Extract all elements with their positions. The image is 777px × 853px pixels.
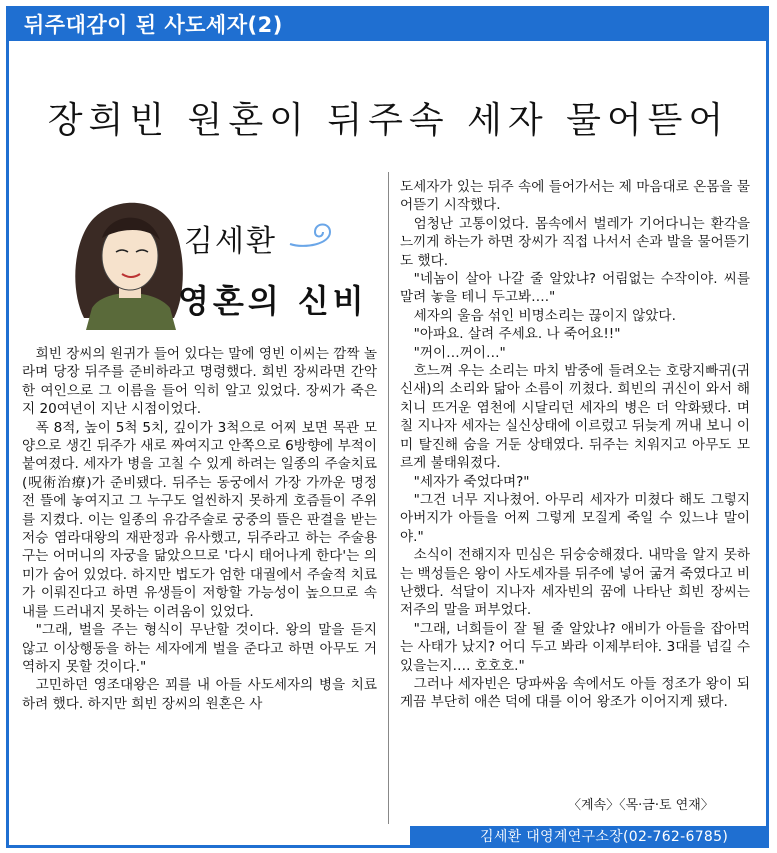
body-paragraph: "그건 너무 지나쳤어. 아무리 세자가 미쳤다 해도 그렇지 아버지가 아들을 어찌 그렇게 모질게 죽일 수 있느냐 말이야." <box>400 491 750 545</box>
body-paragraph: 희빈 장씨의 원귀가 들어 있다는 말에 영빈 이씨는 깜짝 놀라며 당장 뒤주를 준비하라고 명령했다. 희빈 장씨라면 간악한 여인으로 그 이름을 들어 익히 알고 있었다. 장씨가 죽은 지 20여년이 지난 시점이었다. <box>22 346 377 418</box>
body-paragraph: "네놈이 살아 나갈 줄 알았냐? 어림없는 수작이야. 씨를 말려 놓을 테니 두고봐…." <box>400 271 750 306</box>
body-paragraph: 소식이 전해지자 민심은 뒤숭숭해졌다. 내막을 알지 못하는 백성들은 왕이 사도세자를 뒤주에 넣어 굶겨 죽였다고 비난했다. 석달이 지나자 세자빈의 꿈에 나타난 희빈 장씨는 저주의 말을 퍼부었다. <box>400 547 750 619</box>
headline: 장희빈 원혼이 뒤주속 세자 물어뜯어 <box>47 100 730 141</box>
body-paragraph: 폭 8적, 높이 5척 5치, 깊이가 3척으로 어찌 보면 목관 모양으로 생긴 뒤주가 새로 짜여지고 안쪽으로 6방향에 부적이 붙여졌다. 세자가 병을 고칠 수 있게 하려는 일종의 주술치료(呪術治療)가 준비됐다. 뒤주는 동궁에서 가장 가까운 명정전 뜰에 놓여지고 그 누구도 얼씬하지 못하게 호즘들이 주위를 지켰다. 이는 일종의 유감주술로 궁중의 뜰은 판결을 받는 저승 염라대왕의 재판정과 유사했고, 뒤주라고 하는 주술용구는 어머니의 자궁을 닮았으므로 '다시 태어나게 한다'는 의미가 숨어 있었다. 하지만 법도가 엄한 대궐에서 주술적 치료가 이뤄진다고 하면 유생들이 저항할 가능성이 높으므로 속내를 드러내지 못하는 이려움이 있었다. <box>22 419 377 620</box>
body-paragraph: 엄청난 고통이었다. 몸속에서 벌레가 기어다니는 환각을 느끼게 하는가 하면 장씨가 직접 나서서 손과 발을 물어뜯기도 했다. <box>400 215 750 269</box>
continued-note: 〈계속〉〈목·금·토 연재〉 <box>568 798 714 813</box>
body-paragraph: "그래, 벌을 주는 형식이 무난할 것이다. 왕의 말을 듣지 않고 이상행동을 하는 세자에게 벌을 준다고 하면 아무도 거역하지 못할 것이다." <box>22 622 377 675</box>
column-name: 영혼의 신비 <box>178 282 368 320</box>
author-credit: 김세환 대영계연구소장(02-762-6785) <box>480 829 729 845</box>
decorative-swirl <box>285 214 345 254</box>
body-paragraph: 흐느껴 우는 소리는 마치 밤중에 들려오는 호랑지빠귀(귀신새)의 소리와 닮아 소름이 끼쳤다. 희빈의 귀신이 와서 해치니 뜨거운 염천에 시달리던 세자의 병은 더 악화됐다. 며칠 지나자 세자는 실신상태에 이르렀고 뒤늦게 꺼내 보니 이미 탈진해 숨을 거둔 상태였다. 뒤주는 치워지고 아무도 모르게 불태워졌다. <box>400 363 750 472</box>
body-paragraph: "아파요. 살려 주세요. 나 죽어요!!" <box>413 326 621 343</box>
body-paragraph: "꺼이…꺼이…" <box>413 344 506 361</box>
series-title: 뒤주대감이 된 사도세자(2) <box>24 13 283 37</box>
column-divider <box>388 172 389 824</box>
body-paragraph: 고민하던 영조대왕은 꾀를 내 아들 사도세자의 병을 치료하려 했다. 하지만 희빈 장씨의 원혼은 사 <box>22 677 377 712</box>
author-name: 김세환 <box>184 224 277 259</box>
body-paragraph: "세자가 죽었다며?" <box>413 473 530 490</box>
body-right-column <box>400 178 750 712</box>
body-paragraph: 그러나 세자빈은 당파싸움 속에서도 아들 정조가 왕이 되게끔 부단히 애쓴 덕에 대를 이어 왕조가 이어지게 됐다. <box>400 675 750 711</box>
body-paragraph: 세자의 울음 섞인 비명소리는 끊이지 않았다. <box>413 307 676 324</box>
body-paragraph: 도세자가 있는 뒤주 속에 들어가서는 제 마음대로 온몸을 물어뜯기 시작했다. <box>400 179 750 214</box>
body-paragraph: "그래, 너희들이 잘 될 줄 알았냐? 애비가 아들을 잡아먹는 사태가 났지? 어디 두고 봐라 이제부터야. 3대를 넘길 수 있을는지…. 호호호." <box>400 620 750 674</box>
body-left-column <box>22 345 377 713</box>
